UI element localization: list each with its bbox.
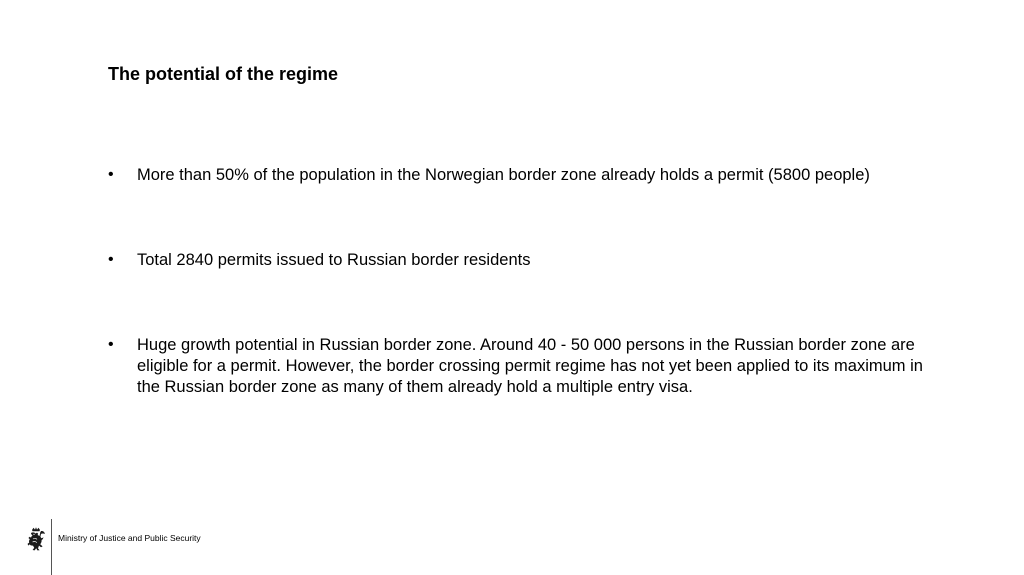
norwegian-coat-of-arms-icon <box>26 527 46 551</box>
bullet-text: Total 2840 permits issued to Russian border residents <box>137 251 531 269</box>
bullet-icon: • <box>108 251 114 268</box>
bullet-text: More than 50% of the population in the Norwegian border zone already holds a permit (5800 people) <box>137 166 870 184</box>
bullet-icon: • <box>108 166 114 183</box>
footer-ministry-name: Ministry of Justice and Public Security <box>58 533 201 543</box>
slide-title: The potential of the regime <box>108 64 339 84</box>
bullet-icon: • <box>108 336 114 353</box>
bullet-text: Huge growth potential in Russian border zone. Around 40 - 50 000 persons in the Russian border zone are eligible for a permit. However, the border crossing permit regime has not yet been applied to its maximum in the Russian border zone as many of them already hold a multiple entry visa. <box>137 336 923 396</box>
footer-divider <box>51 519 52 575</box>
